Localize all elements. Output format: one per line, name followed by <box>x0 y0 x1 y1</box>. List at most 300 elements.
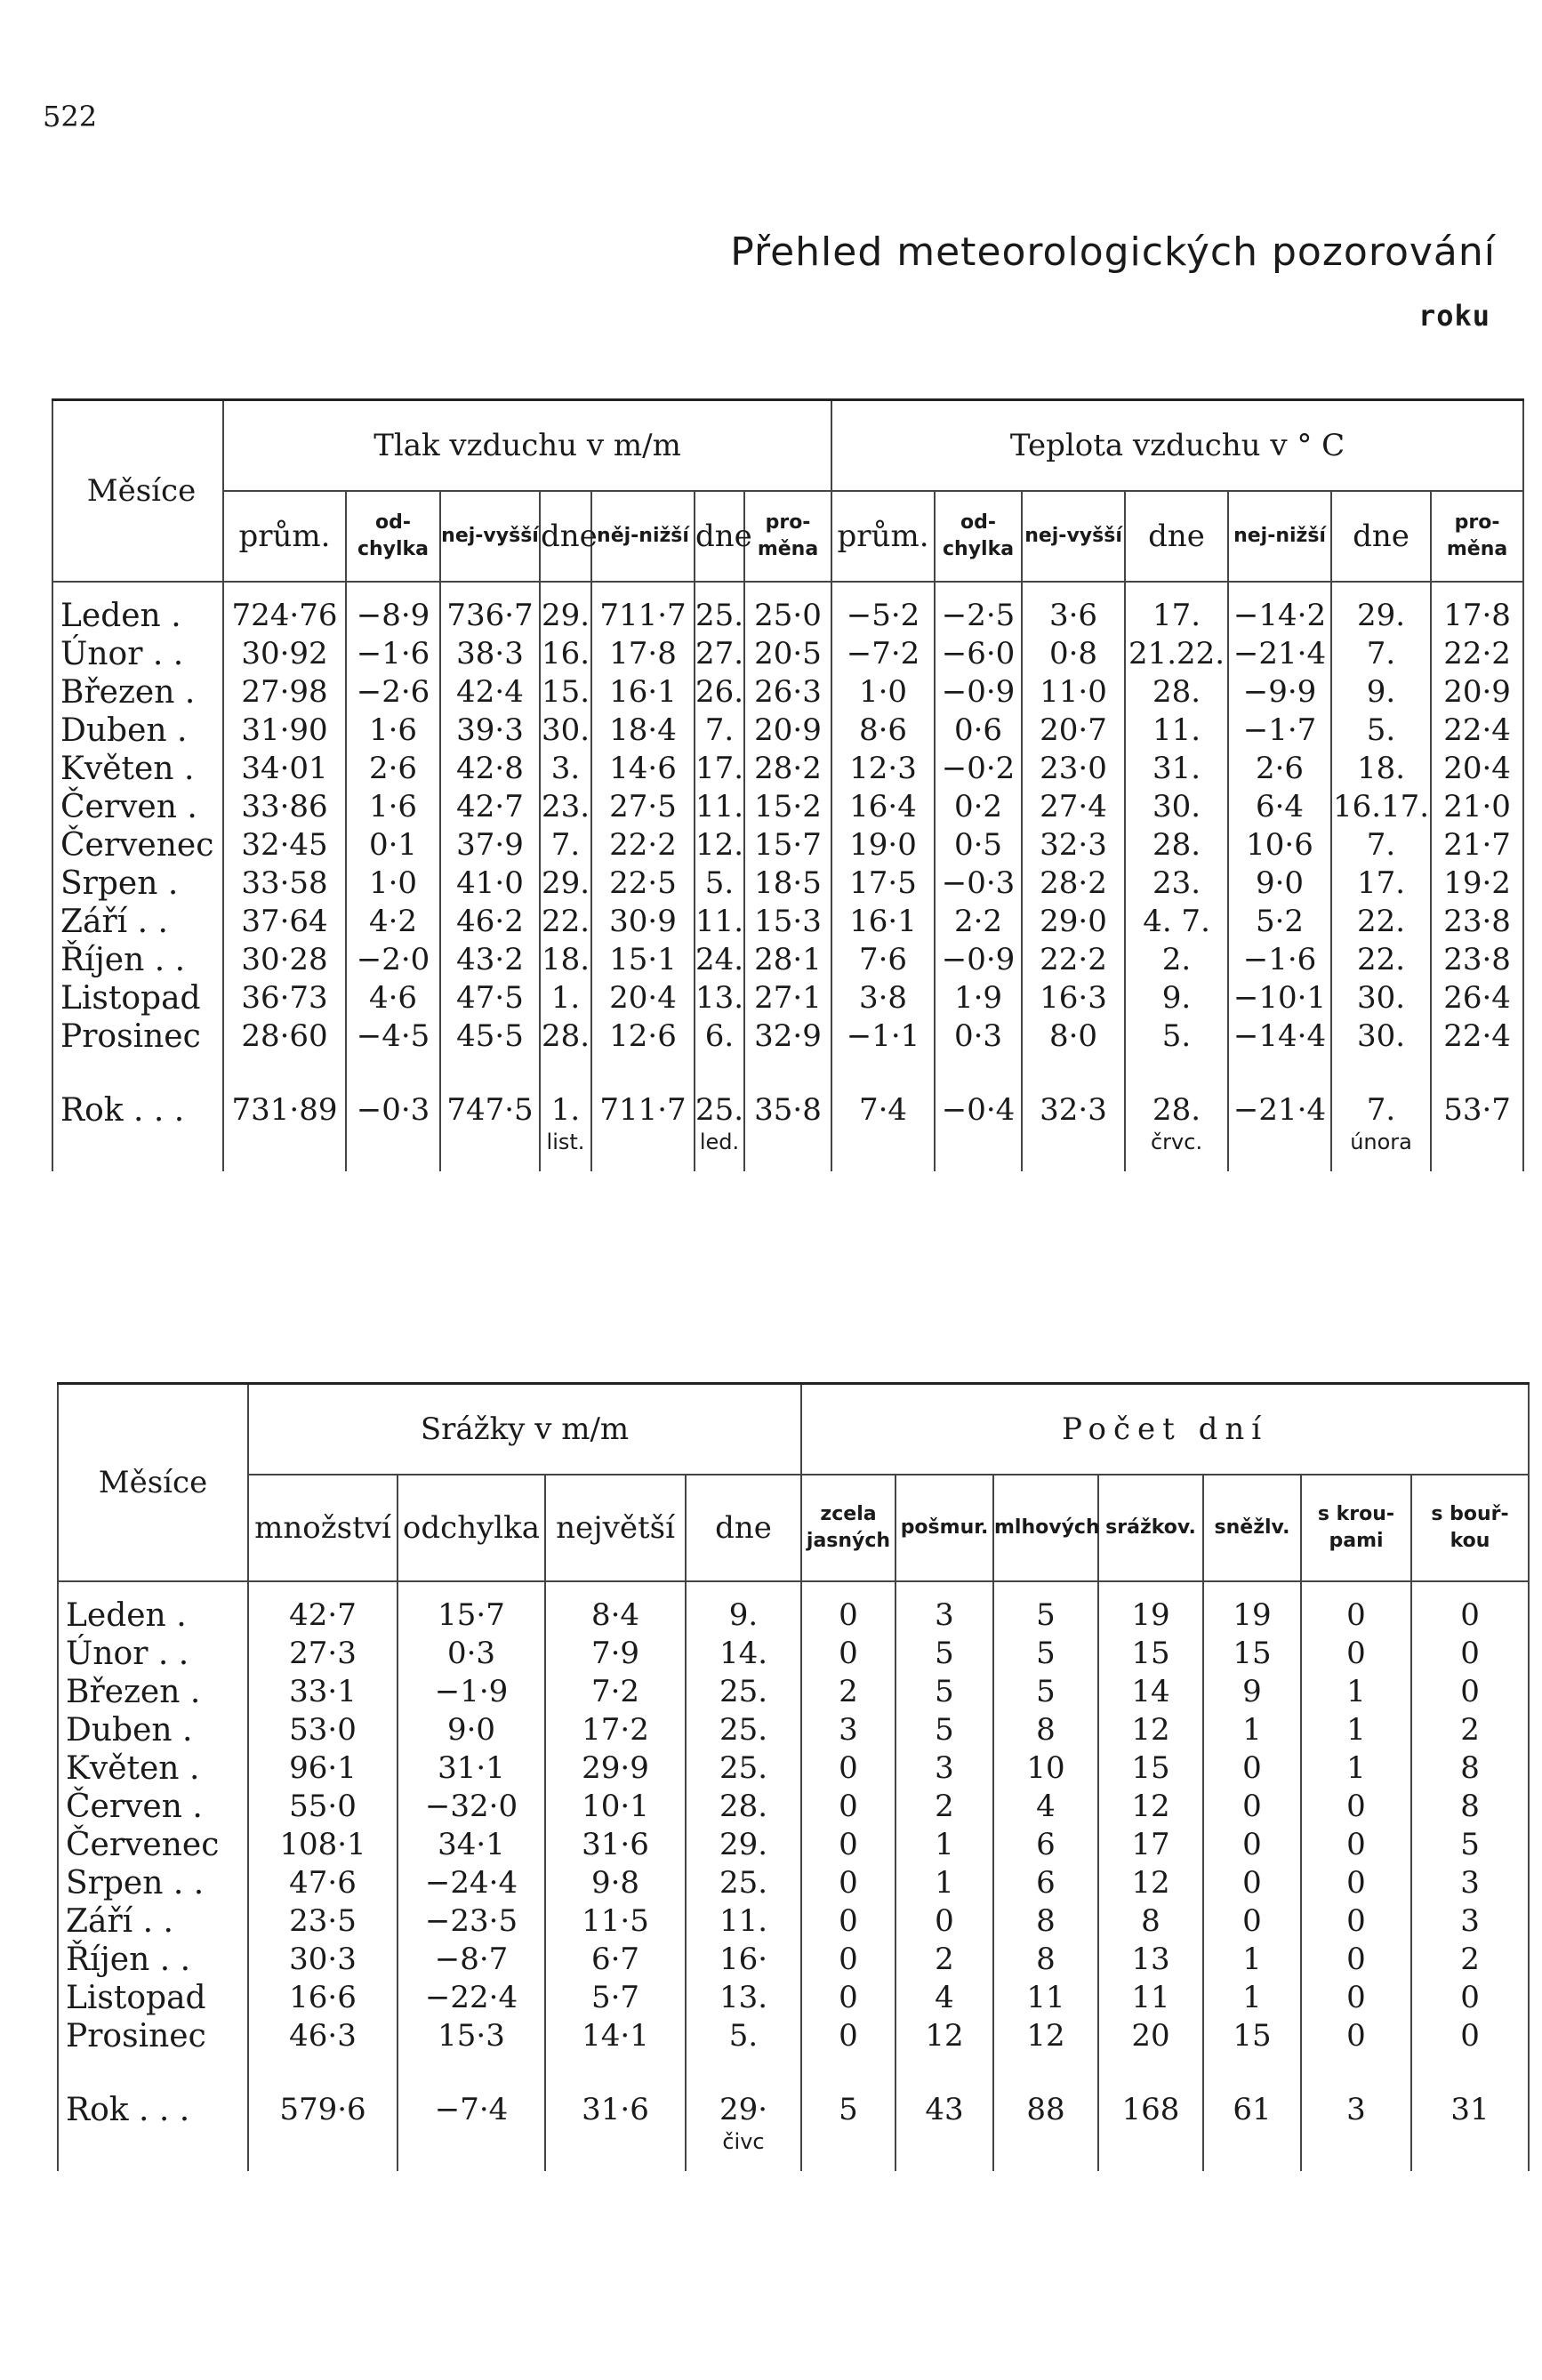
month-cell: Březen . <box>58 1673 248 1711</box>
days-col-header: s krou-pami <box>1301 1475 1411 1581</box>
precipitation-cell: 9. <box>686 1581 801 1635</box>
month-cell: Listopad <box>52 979 223 1017</box>
temperature-cell: 23·8 <box>1431 941 1523 979</box>
temperature-cell: 5·2 <box>1228 903 1331 941</box>
temperature-cell: 28. <box>1125 673 1228 712</box>
spacer-cell <box>1203 2055 1301 2091</box>
table-row <box>52 582 1523 635</box>
spacer-cell <box>993 2055 1098 2091</box>
precipitation-group-header: Srážky v m/m <box>248 1384 801 1475</box>
temperature-cell: 22. <box>1331 903 1431 941</box>
spacer-cell <box>1098 2055 1203 2091</box>
days-cell: 5 <box>895 1635 993 1673</box>
temperature-cell: 30. <box>1331 1017 1431 1056</box>
days-cell: 12 <box>895 2017 993 2055</box>
precipitation-cell: 31·1 <box>398 1749 545 1788</box>
temperature-cell: 0·8 <box>1022 635 1125 673</box>
temperature-cell: −10·1 <box>1228 979 1331 1017</box>
pressure-cell: 13. <box>695 980 744 1016</box>
temperature-cell: 22·2 <box>1022 941 1125 979</box>
month-cell: Květen . <box>58 1749 248 1788</box>
days-cell: 11 <box>993 1979 1098 2017</box>
year-value: 43 <box>925 2092 964 2127</box>
temperature-cell: 8·0 <box>1022 1017 1125 1056</box>
precipitation-cell: −8·7 <box>398 1941 545 1979</box>
pressure-col-header: něj-nižší <box>591 491 695 582</box>
temperature-cell: −7·2 <box>831 635 935 673</box>
pressure-cell: 32·45 <box>223 826 346 864</box>
spacer-cell <box>895 2055 993 2091</box>
pressure-cell: 4·2 <box>346 903 440 941</box>
temperature-cell: 20·9 <box>1431 673 1523 712</box>
days-col-header: mlhových <box>993 1475 1098 1581</box>
precipitation-cell: 96·1 <box>248 1749 398 1788</box>
precipitation-cell: 14·1 <box>545 2017 686 2055</box>
precipitation-cell: −24·4 <box>398 1864 545 1902</box>
days-cell: 0 <box>1203 1864 1301 1902</box>
temperature-cell: 21·0 <box>1431 788 1523 826</box>
days-cell: 0 <box>1203 1788 1301 1826</box>
pressure-cell: 27·1 <box>744 979 831 1017</box>
table-row <box>58 1581 1529 1635</box>
temperature-cell: 32·3 <box>1022 826 1125 864</box>
days-cell: 0 <box>1411 1581 1529 1635</box>
table-row <box>58 1902 1529 1941</box>
year-pressure-cell <box>540 1091 591 1171</box>
temperature-cell: 20·7 <box>1022 712 1125 750</box>
month-header: Měsíce <box>52 400 223 583</box>
table-row <box>58 1941 1529 1979</box>
temperature-cell: −14·2 <box>1228 582 1331 635</box>
days-cell: 0 <box>1203 1749 1301 1788</box>
table-row <box>52 788 1523 826</box>
precipitation-cell: −23·5 <box>398 1902 545 1941</box>
spacer-row <box>52 1056 1523 1091</box>
days-cell: 17 <box>1098 1826 1203 1864</box>
year-temperature-cell <box>831 1091 935 1171</box>
days-cell: 10 <box>993 1749 1098 1788</box>
precipitation-cell: 15·3 <box>398 2017 545 2055</box>
precipitation-cell: 29. <box>686 1826 801 1864</box>
table-row <box>52 941 1523 979</box>
year-temperature-cell <box>935 1091 1022 1171</box>
temperature-cell: 22·2 <box>1431 635 1523 673</box>
temperature-cell: 23. <box>1125 864 1228 903</box>
days-cell: 1 <box>1301 1711 1411 1749</box>
spacer-cell <box>545 2055 686 2091</box>
month-cell: Prosinec <box>58 2017 248 2055</box>
month-cell: Srpen . . <box>58 1864 248 1902</box>
pressure-cell: 43·2 <box>440 941 540 979</box>
pressure-col-header: prům. <box>223 491 346 582</box>
temperature-cell: 16·3 <box>1022 979 1125 1017</box>
temperature-cell: 5. <box>1331 712 1431 750</box>
year-subnote: list. <box>546 1130 585 1154</box>
precipitation-cell: 53·0 <box>248 1711 398 1749</box>
pressure-cell: 45·5 <box>440 1017 540 1056</box>
table-row <box>58 1788 1529 1826</box>
year-days-cell <box>1203 2091 1301 2171</box>
temperature-cell: 0·3 <box>935 1017 1022 1056</box>
year-days-cell <box>1411 2091 1529 2171</box>
temperature-cell: 0·2 <box>935 788 1022 826</box>
days-cell: 11 <box>1098 1979 1203 2017</box>
temperature-cell: −0·9 <box>935 941 1022 979</box>
temperature-cell: −1·7 <box>1228 712 1331 750</box>
year-temperature-cell <box>1431 1091 1523 1171</box>
temperature-cell: 6·4 <box>1228 788 1331 826</box>
spacer-cell <box>540 1056 591 1091</box>
precipitation-cell: −22·4 <box>398 1979 545 2017</box>
year-subnote: črvc. <box>1150 1130 1203 1154</box>
pressure-cell: 6. <box>695 1017 744 1056</box>
year-value: 3 <box>1346 2092 1366 2127</box>
pressure-cell: 724·76 <box>223 582 346 635</box>
year-value: 5 <box>839 2092 858 2127</box>
pressure-cell: 3. <box>540 750 591 788</box>
precipitation-cell: 7·9 <box>545 1635 686 1673</box>
pressure-cell: 28·2 <box>744 750 831 788</box>
temperature-cell: 16·1 <box>831 903 935 941</box>
precipitation-cell: 23·5 <box>248 1902 398 1941</box>
temperature-cell: −14·4 <box>1228 1017 1331 1056</box>
pressure-cell: 15·3 <box>744 903 831 941</box>
days-cell: 15 <box>1203 2017 1301 2055</box>
days-cell: 0 <box>1301 1864 1411 1902</box>
days-cell: 1 <box>1203 1711 1301 1749</box>
temperature-cell: 7. <box>1331 826 1431 864</box>
year-value: 28. <box>1152 1092 1201 1128</box>
days-group-header: Počet dní <box>801 1384 1529 1475</box>
pressure-cell: 28·60 <box>223 1017 346 1056</box>
table-row <box>58 1864 1529 1902</box>
spacer-cell <box>744 1056 831 1091</box>
pressure-col-header: dne <box>540 491 591 582</box>
year-days-cell <box>801 2091 895 2171</box>
temperature-cell: 9. <box>1125 979 1228 1017</box>
temperature-cell: 29. <box>1331 582 1431 635</box>
year-temperature-cell <box>1331 1091 1431 1171</box>
pressure-cell: 33·58 <box>223 864 346 903</box>
temperature-cell: −5·2 <box>831 582 935 635</box>
pressure-cell: 37·64 <box>223 903 346 941</box>
temperature-cell: 3·6 <box>1022 582 1125 635</box>
days-cell: 15 <box>1098 1749 1203 1788</box>
pressure-cell: 20·4 <box>591 979 695 1017</box>
precipitation-cell: 13. <box>686 1979 801 2017</box>
page-title: Přehled meteorologických pozorování <box>730 229 1496 275</box>
year-pressure-cell <box>695 1091 744 1171</box>
pressure-cell: 1·0 <box>346 864 440 903</box>
precipitation-col-header: dne <box>686 1475 801 1581</box>
precipitation-cell: 8·4 <box>545 1581 686 1635</box>
pressure-cell: 5. <box>695 864 744 903</box>
year-days-cell <box>895 2091 993 2171</box>
month-cell: Červen . <box>58 1788 248 1826</box>
year-value: 7. <box>1366 1092 1396 1128</box>
temperature-cell: 31. <box>1125 750 1228 788</box>
pressure-cell: 34·01 <box>223 750 346 788</box>
pressure-col-header: dne <box>695 491 744 582</box>
year-label: Rok . . . <box>52 1091 223 1171</box>
temperature-col-header: od-chylka <box>935 491 1022 582</box>
days-col-header: sněžlv. <box>1203 1475 1301 1581</box>
days-cell: 9 <box>1203 1673 1301 1711</box>
table-row <box>52 750 1523 788</box>
temperature-cell: 23·8 <box>1431 903 1523 941</box>
temperature-group-header: Teplota vzduchu v ° C <box>831 400 1523 492</box>
month-cell: Únor . . <box>58 1635 248 1673</box>
table-row <box>58 1826 1529 1864</box>
temperature-cell: 2. <box>1125 941 1228 979</box>
pressure-cell: 15·7 <box>744 826 831 864</box>
precipitation-cell: 25. <box>686 1749 801 1788</box>
page-number: 522 <box>43 100 98 133</box>
pressure-cell: 7. <box>540 826 591 864</box>
year-subnote: února <box>1350 1130 1412 1154</box>
temperature-cell: 11. <box>1125 712 1228 750</box>
precipitation-cell: 55·0 <box>248 1788 398 1826</box>
year-value: −0·3 <box>356 1092 430 1128</box>
temperature-cell: 2·2 <box>935 903 1022 941</box>
pressure-cell: 27·5 <box>591 788 695 826</box>
precipitation-cell: 31·6 <box>545 1826 686 1864</box>
days-cell: 0 <box>895 1902 993 1941</box>
pressure-cell: 7. <box>695 712 744 750</box>
table-row <box>58 1673 1529 1711</box>
pressure-cell: 2·6 <box>346 750 440 788</box>
pressure-cell: 29. <box>540 582 591 635</box>
days-cell: 1 <box>895 1864 993 1902</box>
spacer-cell <box>591 1056 695 1091</box>
pressure-cell: 26·3 <box>744 673 831 712</box>
pressure-cell: −8·9 <box>346 582 440 635</box>
temperature-cell: 7. <box>1331 635 1431 673</box>
spacer-cell <box>1301 2055 1411 2091</box>
pressure-cell: 42·8 <box>440 750 540 788</box>
spacer-cell <box>248 2055 398 2091</box>
days-cell: 1 <box>1203 1941 1301 1979</box>
pressure-group-header: Tlak vzduchu v m/m <box>223 400 831 492</box>
temperature-cell: 4. 7. <box>1125 903 1228 941</box>
days-cell: 13 <box>1098 1941 1203 1979</box>
days-cell: 3 <box>1411 1902 1529 1941</box>
pressure-cell: 42·4 <box>440 673 540 712</box>
spacer-cell <box>440 1056 540 1091</box>
table-row <box>58 1711 1529 1749</box>
pressure-cell: 20·5 <box>744 635 831 673</box>
days-cell: 0 <box>801 1788 895 1826</box>
pressure-cell: 11. <box>695 904 744 939</box>
days-cell: 0 <box>801 1979 895 2017</box>
precipitation-cell: 11·5 <box>545 1902 686 1941</box>
year-precipitation-cell <box>248 2091 398 2171</box>
temperature-cell: 10·6 <box>1228 826 1331 864</box>
precipitation-cell: −1·9 <box>398 1673 545 1711</box>
pressure-cell: 736·7 <box>440 582 540 635</box>
table-row <box>52 1017 1523 1056</box>
temperature-col-header: dne <box>1331 491 1431 582</box>
days-cell: 2 <box>1411 1941 1529 1979</box>
days-cell: 0 <box>1411 2017 1529 2055</box>
days-cell: 0 <box>1301 1941 1411 1979</box>
precipitation-cell: 30·3 <box>248 1941 398 1979</box>
days-cell: 0 <box>1203 1826 1301 1864</box>
temperature-cell: 18. <box>1331 750 1431 788</box>
days-cell: 0 <box>1411 1673 1529 1711</box>
pressure-cell: 30·28 <box>223 941 346 979</box>
month-cell: Září . . <box>52 903 223 941</box>
year-value: 31 <box>1450 2092 1490 2127</box>
days-cell: 3 <box>895 1581 993 1635</box>
days-col-header: zcela jasných <box>801 1475 895 1581</box>
pressure-cell: 15·2 <box>744 788 831 826</box>
temperature-cell: −0·3 <box>935 864 1022 903</box>
month-cell: Květen . <box>52 750 223 788</box>
pressure-cell: −2·0 <box>346 941 440 979</box>
precipitation-cell: 29·9 <box>545 1749 686 1788</box>
page-subtitle: roku <box>1418 299 1490 333</box>
precipitation-cell: 33·1 <box>248 1673 398 1711</box>
days-cell: 12 <box>1098 1864 1203 1902</box>
days-cell: 0 <box>801 1635 895 1673</box>
pressure-cell: 36·73 <box>223 979 346 1017</box>
days-cell: 0 <box>1411 1979 1529 2017</box>
precipitation-cell: 25. <box>686 1864 801 1902</box>
year-value: 32·3 <box>1040 1092 1107 1128</box>
pressure-cell: 38·3 <box>440 635 540 673</box>
days-cell: 0 <box>1203 1902 1301 1941</box>
days-cell: 3 <box>1411 1864 1529 1902</box>
month-cell: Říjen . . <box>52 941 223 979</box>
precipitation-cell: 15·7 <box>398 1581 545 1635</box>
temperature-cell: 5. <box>1125 1017 1228 1056</box>
pressure-col-header: pro-měna <box>744 491 831 582</box>
pressure-cell: 30·9 <box>591 903 695 941</box>
pressure-cell: 711·7 <box>591 582 695 635</box>
temperature-cell: 22. <box>1331 941 1431 979</box>
month-cell: Červenec <box>58 1826 248 1864</box>
days-cell: 0 <box>1301 2017 1411 2055</box>
year-value: −21·4 <box>1233 1092 1327 1128</box>
days-cell: 6 <box>993 1864 1098 1902</box>
year-value: 88 <box>1026 2092 1065 2127</box>
days-cell: 19 <box>1203 1581 1301 1635</box>
pressure-cell: 0·1 <box>346 826 440 864</box>
days-cell: 0 <box>1301 1581 1411 1635</box>
temperature-col-header: nej-vyšší <box>1022 491 1125 582</box>
days-cell: 5 <box>993 1635 1098 1673</box>
temperature-cell: 23·0 <box>1022 750 1125 788</box>
spacer-cell <box>398 2055 545 2091</box>
days-cell: 5 <box>993 1581 1098 1635</box>
pressure-cell: 32·9 <box>744 1017 831 1056</box>
month-cell: Říjen . . <box>58 1941 248 1979</box>
temperature-cell: 19·0 <box>831 826 935 864</box>
precipitation-cell: 5. <box>686 2017 801 2055</box>
year-subnote: čivc <box>722 2129 765 2154</box>
temperature-cell: 8·6 <box>831 712 935 750</box>
pressure-cell: 42·7 <box>440 788 540 826</box>
year-days-cell <box>1098 2091 1203 2171</box>
pressure-col-header: nej-vyšší <box>440 491 540 582</box>
table-row <box>52 826 1523 864</box>
year-value: 1. <box>550 1092 581 1128</box>
year-value: 31·6 <box>582 2092 649 2127</box>
spacer-cell <box>223 1056 346 1091</box>
pressure-cell: 16·1 <box>591 673 695 712</box>
year-row <box>58 2091 1529 2171</box>
pressure-cell: 4·6 <box>346 979 440 1017</box>
pressure-cell: 18·4 <box>591 712 695 750</box>
temperature-cell: 0·5 <box>935 826 1022 864</box>
spacer-cell <box>801 2055 895 2091</box>
pressure-cell: −4·5 <box>346 1017 440 1056</box>
pressure-cell: 1·6 <box>346 788 440 826</box>
precipitation-cell: 14. <box>686 1635 801 1673</box>
spacer-cell <box>1228 1056 1331 1091</box>
temperature-cell: 1·0 <box>831 673 935 712</box>
year-days-cell <box>993 2091 1098 2171</box>
days-cell: 0 <box>801 1902 895 1941</box>
month-cell: Listopad <box>58 1979 248 2017</box>
year-days-cell <box>1301 2091 1411 2171</box>
spacer-cell <box>831 1056 935 1091</box>
pressure-cell: 1·6 <box>346 712 440 750</box>
temperature-cell: 17. <box>1125 582 1228 635</box>
temperature-cell: −2·5 <box>935 582 1022 635</box>
days-cell: 0 <box>1301 1979 1411 2017</box>
days-cell: 0 <box>801 1941 895 1979</box>
days-cell: 15 <box>1098 1635 1203 1673</box>
year-temperature-cell <box>1125 1091 1228 1171</box>
days-cell: 8 <box>1411 1788 1529 1826</box>
temperature-cell: −0·9 <box>935 673 1022 712</box>
month-cell: Duben . <box>52 712 223 750</box>
pressure-cell: 15·1 <box>591 941 695 979</box>
days-cell: 0 <box>801 2017 895 2055</box>
year-value: 53·7 <box>1443 1092 1511 1128</box>
spacer-cell <box>346 1056 440 1091</box>
pressure-cell: 27. <box>695 636 744 671</box>
pressure-cell: −1·6 <box>346 635 440 673</box>
month-cell: Leden . <box>52 582 223 635</box>
temperature-cell: 30. <box>1331 979 1431 1017</box>
days-cell: 1 <box>895 1826 993 1864</box>
month-cell: Červenec <box>52 826 223 864</box>
days-cell: 2 <box>895 1788 993 1826</box>
temperature-cell: 17·5 <box>831 864 935 903</box>
year-precipitation-cell <box>545 2091 686 2171</box>
temperature-cell: 22·4 <box>1431 712 1523 750</box>
pressure-cell: 46·2 <box>440 903 540 941</box>
temperature-cell: 29·0 <box>1022 903 1125 941</box>
pressure-cell: 47·5 <box>440 979 540 1017</box>
spacer-cell <box>1431 1056 1523 1091</box>
month-cell: Červen . <box>52 788 223 826</box>
days-cell: 15 <box>1203 1635 1301 1673</box>
year-precipitation-cell <box>686 2091 801 2171</box>
days-cell: 0 <box>801 1826 895 1864</box>
days-cell: 2 <box>1411 1711 1529 1749</box>
days-cell: 14 <box>1098 1673 1203 1711</box>
pressure-cell: 29. <box>541 865 590 901</box>
pressure-cell: 18. <box>541 942 590 977</box>
days-cell: 0 <box>1301 1635 1411 1673</box>
table-row <box>52 903 1523 941</box>
pressure-cell: 12·6 <box>591 1017 695 1056</box>
precipitation-cell: 34·1 <box>398 1826 545 1864</box>
